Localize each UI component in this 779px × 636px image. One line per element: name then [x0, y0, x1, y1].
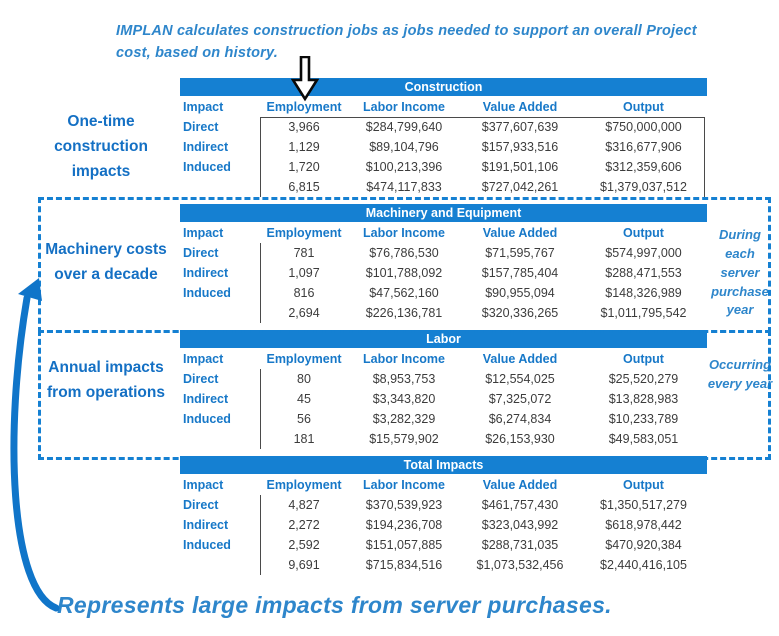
- table-cell: $8,953,753: [372, 372, 436, 386]
- table-cell: 56: [297, 412, 311, 426]
- table-cell: 816: [293, 286, 315, 300]
- table-cell: $1,379,037,512: [600, 180, 687, 194]
- table-row: [180, 369, 707, 389]
- table-row: [180, 429, 707, 449]
- table-cell: $71,595,767: [485, 246, 555, 260]
- row-label: Indirect: [183, 518, 229, 532]
- table-cell: $323,043,992: [481, 518, 559, 532]
- column-header: Value Added: [482, 351, 558, 366]
- table-cell: $618,978,442: [605, 518, 682, 532]
- table-cell: $6,274,834: [488, 412, 552, 426]
- top-annotation: IMPLAN calculates construction jobs as jobs needed to support an overall Project cost, based on history.: [116, 23, 697, 62]
- down-arrow-icon: [291, 56, 319, 102]
- table-cell: $76,786,530: [369, 246, 439, 260]
- table-labor: [180, 330, 707, 449]
- column-header: Employment: [266, 225, 342, 240]
- table-cell: $474,117,833: [366, 180, 442, 194]
- table-header-row: [180, 474, 707, 495]
- row-label: Induced: [183, 538, 231, 552]
- row-label: Indirect: [183, 140, 229, 154]
- table-cell: 1,097: [288, 266, 320, 280]
- table-cell: $49,583,051: [608, 432, 679, 446]
- label-one-time-construction: One-time construction impacts: [54, 113, 148, 180]
- table-cell: $89,104,796: [369, 140, 439, 154]
- row-label: Induced: [183, 160, 231, 174]
- table-cell: $284,799,640: [365, 120, 443, 134]
- tables-column: [180, 78, 707, 582]
- table-cell: $12,554,025: [485, 372, 555, 386]
- column-header: Output: [623, 477, 664, 492]
- table-cell: 2,592: [288, 538, 320, 552]
- table-cell: $1,073,532,456: [476, 558, 564, 572]
- column-header: Impact: [183, 351, 224, 366]
- table-machinery: [180, 204, 707, 323]
- table-cell: $101,788,092: [365, 266, 443, 280]
- row-label: Direct: [183, 372, 219, 386]
- table-cell: 3,966: [288, 120, 320, 134]
- table-cell: 80: [297, 372, 311, 386]
- table-header-row: [180, 96, 707, 117]
- table-cell: $194,236,708: [365, 518, 443, 532]
- table-cell: $377,607,639: [481, 120, 559, 134]
- column-header: Value Added: [482, 477, 558, 492]
- column-header: Output: [623, 351, 664, 366]
- row-label: Direct: [183, 498, 219, 512]
- table-cell: 6,815: [288, 180, 320, 194]
- table-cell: $750,000,000: [605, 120, 682, 134]
- table-row: [180, 495, 707, 515]
- table-cell: $226,136,781: [365, 306, 443, 320]
- row-label: Indirect: [183, 392, 229, 406]
- column-header: Output: [623, 225, 664, 240]
- table-cell: $7,325,072: [488, 392, 552, 406]
- table-cell: 4,827: [288, 498, 320, 512]
- table-cell: $26,153,930: [485, 432, 555, 446]
- row-label: Indirect: [183, 266, 229, 280]
- table-cell: $715,834,516: [365, 558, 443, 572]
- table-cell: $316,677,906: [605, 140, 682, 154]
- table-cell: $288,471,553: [605, 266, 682, 280]
- table-cell: $15,579,902: [369, 432, 439, 446]
- column-header: Labor Income: [363, 225, 445, 240]
- table-cell: $288,731,035: [481, 538, 559, 552]
- column-header: Employment: [266, 99, 342, 114]
- table-title-bar: Construction: [180, 78, 707, 96]
- table-cell: $320,336,265: [481, 306, 559, 320]
- table-cell: $470,920,384: [605, 538, 682, 552]
- table-body: [180, 243, 707, 323]
- table-body: [180, 495, 707, 575]
- column-header: Employment: [266, 477, 342, 492]
- table-cell: 181: [293, 432, 315, 446]
- table-row: [180, 177, 707, 197]
- row-label: Direct: [183, 120, 219, 134]
- table-cell: $157,785,404: [481, 266, 559, 280]
- column-header: Value Added: [482, 225, 558, 240]
- table-row: [180, 157, 707, 177]
- table-cell: 1,129: [288, 140, 320, 154]
- table-cell: 1,720: [288, 160, 320, 174]
- column-header: Impact: [183, 99, 224, 114]
- table-cell: $370,539,923: [365, 498, 443, 512]
- label-machinery-decade: Machinery costs over a decade: [45, 241, 167, 283]
- table-cell: $3,282,329: [372, 412, 436, 426]
- table-cell: $1,011,795,542: [600, 306, 687, 320]
- row-label: Induced: [183, 412, 231, 426]
- table-cell: $151,057,885: [365, 538, 443, 552]
- label-annual-operations: Annual impacts from operations: [47, 359, 165, 401]
- table-cell: $148,326,989: [605, 286, 682, 300]
- table-row: [180, 535, 707, 555]
- table-cell: 45: [297, 392, 311, 406]
- row-label: Direct: [183, 246, 219, 260]
- table-row: [180, 117, 707, 137]
- table-cell: $461,757,430: [481, 498, 559, 512]
- column-header: Output: [623, 99, 664, 114]
- table-row: [180, 515, 707, 535]
- table-cell: 781: [293, 246, 315, 260]
- table-row: [180, 389, 707, 409]
- row-label: Induced: [183, 286, 231, 300]
- table-cell: $25,520,279: [608, 372, 679, 386]
- table-cell: 2,694: [288, 306, 320, 320]
- table-title-bar: Total Impacts: [180, 456, 707, 474]
- column-header: Impact: [183, 225, 224, 240]
- table-cell: $157,933,516: [481, 140, 559, 154]
- column-header: Labor Income: [363, 351, 445, 366]
- curved-arrow-icon: [2, 272, 72, 617]
- table-cell: $574,997,000: [605, 246, 682, 260]
- table-title-bar: Labor: [180, 330, 707, 348]
- table-cell: $13,828,983: [608, 392, 679, 406]
- table-header-row: [180, 348, 707, 369]
- column-header: Labor Income: [363, 99, 445, 114]
- table-title-bar: Machinery and Equipment: [180, 204, 707, 222]
- label-during-purchase-year: During each server purchase year: [711, 227, 769, 318]
- table-total-impacts: [180, 456, 707, 575]
- table-row: [180, 409, 707, 429]
- bottom-annotation: Represents large impacts from server purchases.: [57, 592, 612, 618]
- table-cell: $2,440,416,105: [600, 558, 687, 572]
- table-row: [180, 555, 707, 575]
- column-header: Labor Income: [363, 477, 445, 492]
- table-row: [180, 137, 707, 157]
- table-cell: $47,562,160: [369, 286, 439, 300]
- column-header: Value Added: [482, 99, 558, 114]
- table-cell: $312,359,606: [605, 160, 682, 174]
- table-cell: $90,955,094: [485, 286, 555, 300]
- table-construction: [180, 78, 707, 197]
- table-row: [180, 303, 707, 323]
- table-cell: $191,501,106: [481, 160, 559, 174]
- table-cell: $1,350,517,279: [600, 498, 687, 512]
- column-header: Employment: [266, 351, 342, 366]
- table-header-row: [180, 222, 707, 243]
- table-row: [180, 263, 707, 283]
- table-body: [180, 117, 707, 197]
- table-cell: 9,691: [288, 558, 320, 572]
- label-occurring-every-year: Occurring every year: [707, 357, 773, 391]
- table-cell: 2,272: [288, 518, 320, 532]
- table-row: [180, 243, 707, 263]
- table-cell: $10,233,789: [608, 412, 679, 426]
- column-header: Impact: [183, 477, 224, 492]
- table-row: [180, 283, 707, 303]
- table-cell: $727,042,261: [481, 180, 559, 194]
- table-cell: $100,213,396: [365, 160, 443, 174]
- table-body: [180, 369, 707, 449]
- table-cell: $3,343,820: [372, 392, 436, 406]
